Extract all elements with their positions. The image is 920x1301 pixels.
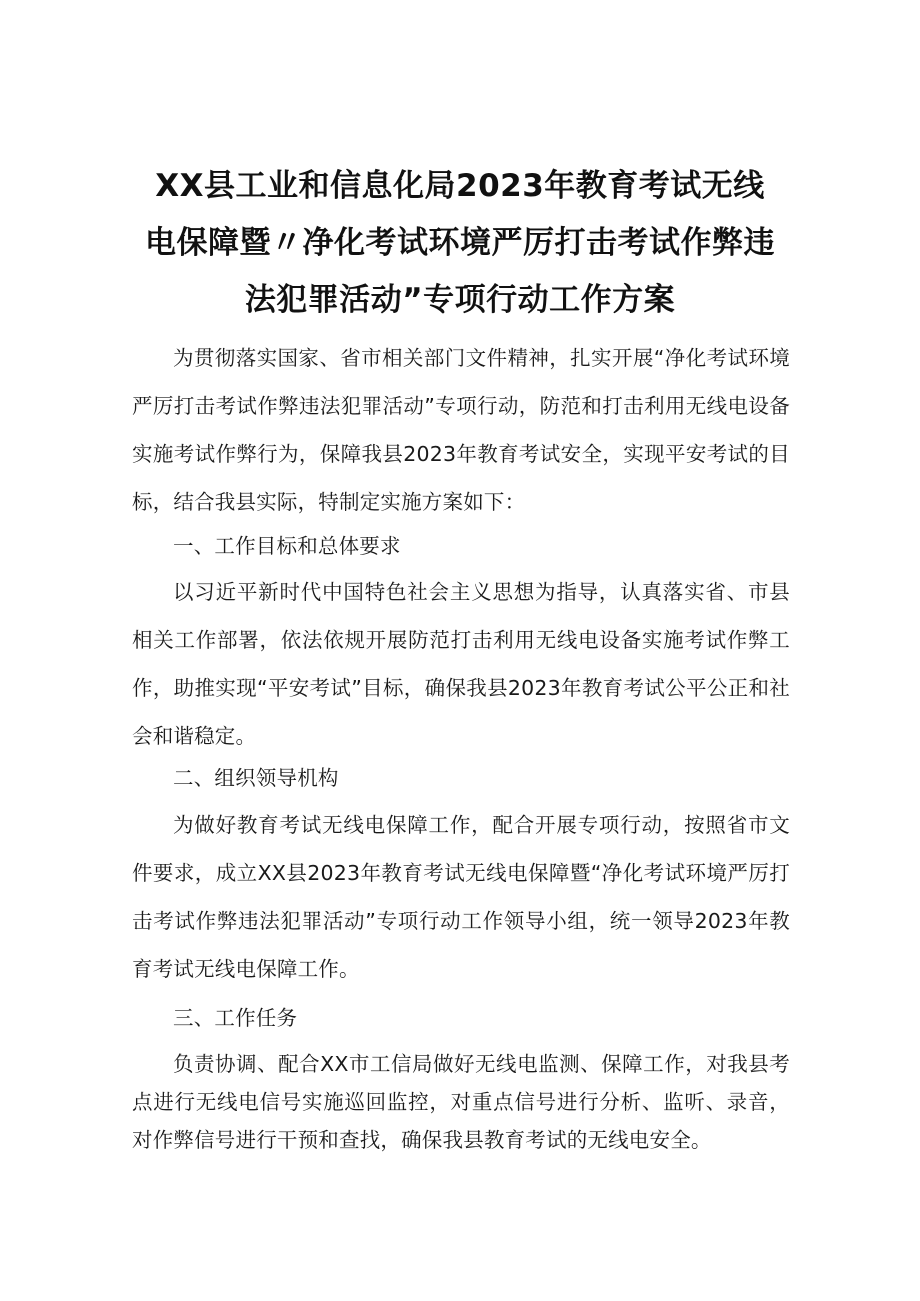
title-line-3: 法犯罪活动”专项行动工作方案 — [244, 282, 676, 318]
intro-paragraph: 为贯彻落实国家、省市相关部门文件精神，扎实开展“净化考试环境严厉打击考试作弊违法犯罪活动”专项行动，防范和打击利用无线电设备实施考试作弊行为，保障我县2023年教育考试安全，实现平安考试的目标，结合我县实际，特制定实施方案如下： — [132, 346, 790, 514]
section-heading-3: 三、工作任务 — [173, 1006, 298, 1030]
section-heading-2: 二、组织领导机构 — [173, 766, 339, 790]
title-line-2: 电保障暨〃净化考试环境严厉打击考试作弊违 — [145, 225, 775, 261]
title-line-1: XX县工业和信息化局2023年教育考试无线 — [155, 168, 765, 204]
document-title — [120, 158, 800, 329]
section-body-3: 负责协调、配合XX市工信局做好无线电监测、保障工作，对我县考点进行无线电信号实施巡回监控，对重点信号进行分析、监听、录音，对作弊信号进行干预和查找，确保我县教育考试的无线电安全。 — [132, 1052, 790, 1152]
section-body-1: 以习近平新时代中国特色社会主义思想为指导，认真落实省、市县相关工作部署，依法依规开展防范打击利用无线电设备实施考试作弊工作，助推实现“平安考试”目标，确保我县2023年教育考试公平公正和社会和谐稳定。 — [132, 580, 790, 748]
section-heading-1: 一、工作目标和总体要求 — [173, 534, 401, 558]
section-body-2: 为做好教育考试无线电保障工作，配合开展专项行动，按照省市文件要求，成立XX县2023年教育考试无线电保障暨“净化考试环境严厉打击考试作弊违法犯罪活动”专项行动工作领导小组，统一领导2023年教育考试无线电保障工作。 — [132, 813, 790, 981]
